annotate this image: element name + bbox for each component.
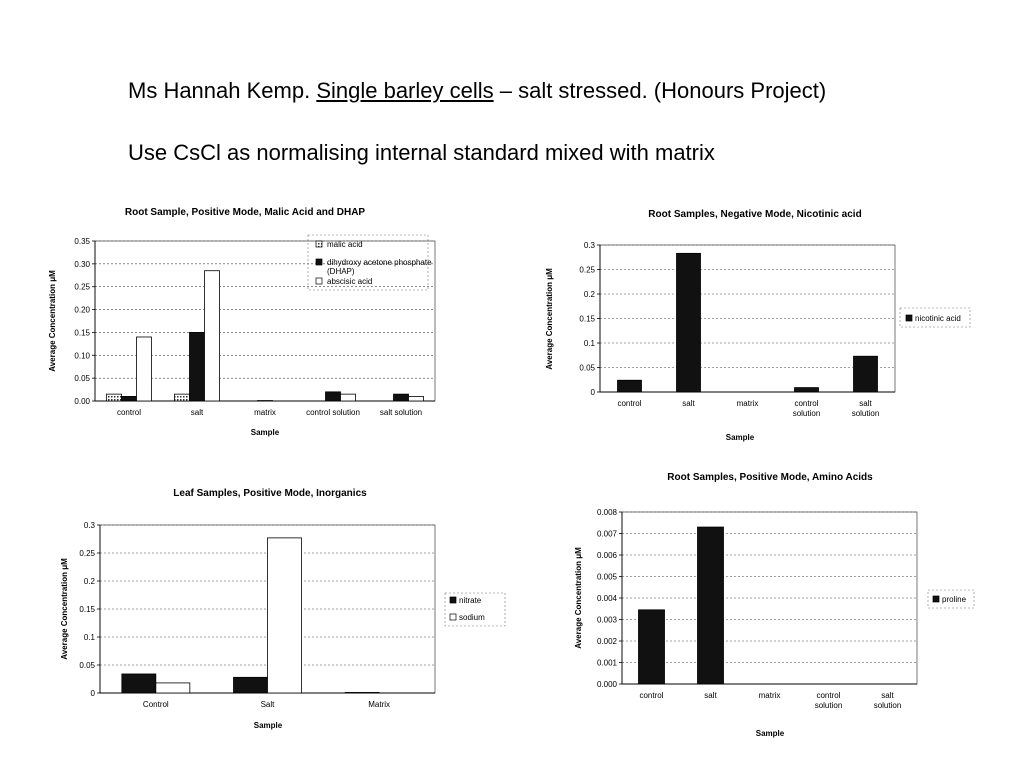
x-axis-title: Sample xyxy=(250,428,280,437)
bar-nicotinic xyxy=(618,380,642,392)
x-category-label: matrix xyxy=(254,408,276,417)
bar-malic xyxy=(107,394,122,401)
y-tick-label: 0.2 xyxy=(583,290,595,299)
x-category-label: solution xyxy=(792,409,821,418)
legend-swatch xyxy=(316,278,322,284)
chart-inorganics xyxy=(40,478,500,738)
x-category-label: control xyxy=(116,408,142,417)
chart-title: Root Samples, Positive Mode, Amino Acids xyxy=(667,472,873,483)
y-tick-label: 0.25 xyxy=(74,282,90,292)
legend-swatch xyxy=(450,597,456,603)
y-tick-label: 0.15 xyxy=(579,314,595,324)
chart-title: Root Sample, Positive Mode, Malic Acid and DHAP xyxy=(124,207,366,218)
chart-title: Root Samples, Negative Mode, Nicotinic acid xyxy=(648,209,862,220)
bar-abscisic xyxy=(341,394,356,401)
x-category-label: Matrix xyxy=(368,700,391,709)
y-tick-label: 0 xyxy=(590,388,595,397)
y-tick-label: 0.15 xyxy=(74,328,90,338)
x-category-label: matrix xyxy=(736,399,759,408)
x-category-label: salt xyxy=(859,399,872,408)
bar-nitrate xyxy=(122,674,156,693)
y-tick-label: 0.05 xyxy=(579,363,595,373)
y-tick-label: 0.008 xyxy=(596,508,617,517)
x-category-label: solution xyxy=(873,701,902,710)
chart-nicotinic-acid xyxy=(530,195,1000,450)
y-tick-label: 0.00 xyxy=(74,397,90,406)
x-category-label: control xyxy=(816,691,841,700)
bar-malic xyxy=(175,394,190,401)
legend-swatch xyxy=(906,315,912,321)
x-axis-title: Sample xyxy=(755,729,785,738)
y-tick-label: 0.000 xyxy=(596,680,617,689)
y-tick-label: 0.1 xyxy=(583,339,595,348)
x-category-label: solution xyxy=(851,409,880,418)
y-tick-label: 0.2 xyxy=(83,577,95,586)
y-tick-label: 0.004 xyxy=(596,594,617,603)
legend-swatch xyxy=(316,241,322,247)
legend-swatch xyxy=(450,614,456,620)
legend-label: abscisic acid xyxy=(327,277,373,286)
bar-abscisic xyxy=(409,396,424,401)
bar-proline xyxy=(698,527,724,684)
chart-title: Leaf Samples, Positive Mode, Inorganics xyxy=(173,488,367,499)
legend-label: proline xyxy=(942,595,967,604)
y-tick-label: 0.05 xyxy=(79,661,95,670)
title-suffix: – salt stressed. (Honours Project) xyxy=(493,78,827,103)
x-category-label: control solution xyxy=(306,408,360,417)
y-tick-label: 0.3 xyxy=(583,241,595,250)
x-category-label: salt xyxy=(190,408,204,417)
y-tick-label: 0.007 xyxy=(596,529,617,539)
slide-title xyxy=(128,78,826,104)
title-underlined: Single barley cells xyxy=(316,78,494,103)
legend-label: nicotinic acid xyxy=(915,314,961,323)
y-tick-label: 0.1 xyxy=(83,633,95,642)
y-tick-label: 0.006 xyxy=(596,551,617,560)
bar-nicotinic xyxy=(677,253,701,392)
title-prefix: Ms Hannah Kemp. xyxy=(128,78,317,103)
x-category-label: control xyxy=(639,691,664,700)
legend-label: sodium xyxy=(459,613,485,622)
legend-label: malic acid xyxy=(327,240,363,249)
y-axis-title: Average Concentration μM xyxy=(574,547,583,649)
y-tick-label: 0.10 xyxy=(74,351,90,361)
bar-dihydroxy xyxy=(122,396,137,401)
y-tick-label: 0.25 xyxy=(579,265,595,275)
bar-abscisic xyxy=(205,271,220,401)
y-tick-label: 0.15 xyxy=(79,605,95,614)
bar-sodium xyxy=(268,538,302,693)
legend-swatch xyxy=(933,596,939,602)
legend-label: nitrate xyxy=(459,596,482,605)
chart-amino-acids xyxy=(560,462,990,752)
x-category-label: salt xyxy=(704,691,717,700)
y-axis-title: Average Concentration μM xyxy=(48,270,57,372)
legend-swatch xyxy=(316,259,322,265)
bar-abscisic xyxy=(137,337,152,401)
x-category-label: matrix xyxy=(758,691,781,700)
x-axis-title: Sample xyxy=(725,433,755,442)
y-tick-label: 0.35 xyxy=(74,237,90,246)
y-tick-label: 0.3 xyxy=(83,521,95,530)
bar-dihydroxy xyxy=(190,332,205,401)
chart-malic-acid-dhap xyxy=(30,195,460,455)
x-axis-title: Sample xyxy=(253,721,283,730)
y-tick-label: 0 xyxy=(90,689,95,698)
y-axis-title: Average Concentration μM xyxy=(545,268,554,370)
legend-label: dihydroxy acetone phosphate xyxy=(327,258,432,267)
bar-proline xyxy=(639,610,665,684)
bar-sodium xyxy=(156,683,190,693)
bar-nicotinic xyxy=(795,388,819,392)
x-category-label: Salt xyxy=(260,700,275,709)
bar-nicotinic xyxy=(854,356,878,392)
x-category-label: control xyxy=(617,399,642,408)
y-tick-label: 0.005 xyxy=(596,572,617,582)
y-tick-label: 0.05 xyxy=(74,374,90,384)
bar-dihydroxy xyxy=(326,392,341,401)
x-category-label: salt xyxy=(881,691,894,700)
y-tick-label: 0.20 xyxy=(74,305,90,315)
legend-label: (DHAP) xyxy=(327,267,355,276)
x-category-label: salt solution xyxy=(379,408,423,417)
y-tick-label: 0.002 xyxy=(596,637,617,646)
x-category-label: Control xyxy=(142,700,169,709)
y-tick-label: 0.30 xyxy=(74,259,90,269)
x-category-label: solution xyxy=(814,701,843,710)
slide-subtitle: Use CsCl as normalising internal standard mixed with matrix xyxy=(128,140,715,165)
y-tick-label: 0.25 xyxy=(79,549,95,558)
bar-dihydroxy xyxy=(394,394,409,401)
x-category-label: salt xyxy=(682,399,695,408)
y-tick-label: 0.001 xyxy=(596,658,617,668)
bar-nitrate xyxy=(234,677,268,693)
bar-nitrate xyxy=(345,692,379,693)
x-category-label: control xyxy=(794,399,819,408)
y-tick-label: 0.003 xyxy=(596,615,617,625)
y-axis-title: Average Concentration μM xyxy=(60,558,69,660)
